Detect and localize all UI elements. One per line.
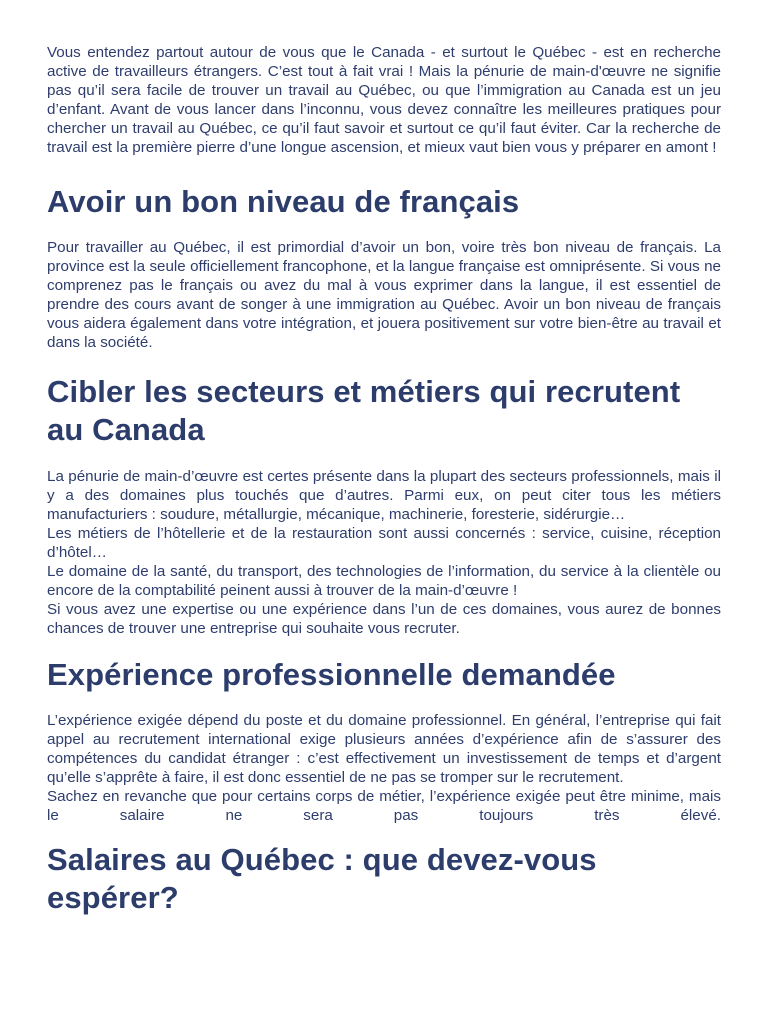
paragraph-secteurs-1: La pénurie de main-d’œuvre est certes présente dans la plupart des secteurs professionnels, mais il y a des domaines plus touchés que d’autres. Parmi eux, on peut citer tous les métiers manufacturiers : soudure, métallurgie, mécanique, machinerie, foresterie, sidérurgie… [47,468,721,523]
paragraph-niveau-francais: Pour travailler au Québec, il est primordial d’avoir un bon, voire très bon niveau de français. La province est la seule officiellement francophone, et la langue française est omniprésente. Si vous ne comprenez pas le français ou avez du mal à vous exprimer dans la langue, il est essentiel de prendre des cours avant de songer à une immigration au Québec. Avoir un bon niveau de français vous aidera également dans votre intégration, et jouera positivement sur votre bien-être au travail et dans la société. [47,239,721,351]
paragraph-experience-2: Sachez en revanche que pour certains corps de métier, l’expérience exigée peut être minime, mais le salaire ne sera pas toujours très élevé. [47,788,721,824]
heading-salaires: Salaires au Québec : que devez-vous espérer? [47,842,597,915]
paragraph-secteurs-2: Les métiers de l’hôtellerie et de la restauration sont aussi concernés : service, cuisine, réception d’hôtel… [47,525,721,561]
paragraph-experience-1: L’expérience exigée dépend du poste et du domaine professionnel. En général, l’entreprise qui fait appel au recrutement international exige plusieurs années d’expérience afin de s’assurer des compétences du candidat étranger : c’est effectivement un investissement de temps et d’argent qu’elle s’apprête à faire, il est donc essentiel de ne pas se tromper sur le recrutement. [47,712,721,786]
heading-secteurs-metiers: Cibler les secteurs et métiers qui recrutent au Canada [47,374,681,447]
paragraph-secteurs-4: Si vous avez une expertise ou une expérience dans l’un de ces domaines, vous aurez de bonnes chances de trouver une entreprise qui souhaite vous recruter. [47,601,721,637]
heading-experience: Expérience professionnelle demandée [47,657,616,692]
heading-niveau-francais: Avoir un bon niveau de français [47,184,520,219]
intro-paragraph: Vous entendez partout autour de vous que le Canada - et surtout le Québec - est en recherche active de travailleurs étrangers. C’est tout à fait vrai ! Mais la pénurie de main-d'œuvre ne signifie pas qu’il sera facile de trouver un travail au Québec, ou que l’immigration au Canada est un jeu d’enfant. Avant de vous lancer dans l’inconnu, vous devez connaître les meilleures pratiques pour chercher un travail au Québec, ce qu’il faut savoir et surtout ce qu’il faut éviter. Car la recherche de travail est la première pierre d’une longue ascension, et mieux vaut bien vous y préparer en amont ! [47,44,721,156]
paragraph-secteurs-3: Le domaine de la santé, du transport, des technologies de l’information, du service à la clientèle ou encore de la comptabilité peinent aussi à trouver de la main-d’œuvre ! [47,563,721,599]
